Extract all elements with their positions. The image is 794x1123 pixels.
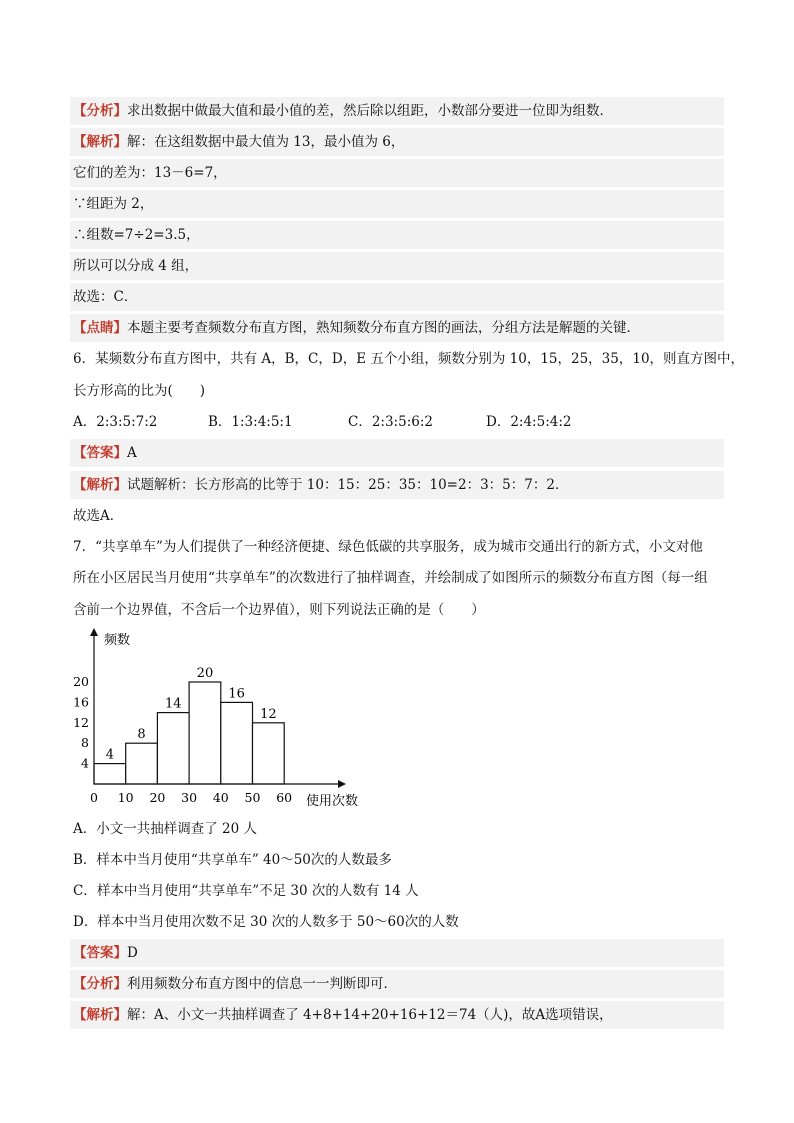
histogram-bar [157, 713, 189, 784]
analysis-tag: 【分析】 [73, 976, 127, 992]
solution-line: 所以可以分成 4 组， [70, 252, 724, 280]
solution-tag: 【解析】 [73, 477, 127, 493]
y-tick-label: 4 [81, 755, 89, 771]
analysis-tag: 【分析】 [73, 103, 127, 119]
x-tick-label: 0 [90, 790, 98, 805]
solution-line: 故选：C． [70, 283, 724, 311]
solution-row [70, 128, 724, 156]
option-d: D．2:4:5:4:2 [486, 414, 572, 430]
option-c: C．样本中当月使用“共享单车”不足 30 次的人数有 14 人 [73, 883, 419, 899]
solution-line: 它们的差为：13－6=7， [70, 159, 724, 187]
x-tick-label: 30 [181, 790, 198, 805]
histogram-bar [253, 723, 285, 784]
y-tick-label: 20 [73, 674, 89, 689]
y-axis-label: 频数 [104, 633, 131, 648]
question-6-stem-cont: 长方形高的比为( ) [73, 383, 206, 399]
histogram-bar [189, 682, 221, 784]
option-a: A．小文一共抽样调查了 20 人 [73, 821, 258, 837]
x-tick-label: 50 [244, 790, 261, 805]
solution-line: ∵组距为 2， [70, 190, 724, 218]
y-tick-label: 12 [73, 714, 89, 730]
analysis-row [70, 97, 724, 125]
x-tick-label: 40 [212, 790, 229, 805]
answer-row [70, 439, 724, 467]
bar-value-label: 4 [105, 747, 114, 763]
bar-value-label: 14 [164, 696, 182, 712]
y-tick-label: 8 [81, 735, 89, 751]
histogram-bar [221, 702, 253, 784]
histogram-bar [126, 743, 158, 784]
bar-value-label: 16 [228, 686, 245, 702]
analysis-text: 利用频数分布直方图中的信息一一判断即可． [127, 976, 397, 992]
solution-tag: 【解析】 [73, 1007, 127, 1023]
comment-text: 本题主要考查频数分布直方图，熟知频数分布直方图的画法，分组方法是解题的关键． [127, 320, 640, 336]
bar-value-label: 12 [260, 706, 277, 722]
solution-text: 解：在这组数据中最大值为 13，最小值为 6， [127, 134, 405, 150]
solution-text: 解：A、小文一共抽样调查了 4+8+14+20+16+12＝74（人)，故A选项错误， [127, 1007, 613, 1023]
x-tick-label: 10 [117, 790, 134, 805]
solution-row [70, 471, 724, 499]
option-b: B．样本中当月使用“共享单车” 40～50次的人数最多 [73, 852, 392, 868]
solution-text: 试题解析：长方形高的比等于 10：15：25：35：10=2：3：5：7：2． [127, 477, 569, 493]
comment-row [70, 314, 724, 342]
option-d: D．样本中当月使用次数不足 30 次的人数多于 50～60次的人数 [73, 914, 459, 930]
question-7-stem-cont: 所在小区居民当月使用“共享单车”的次数进行了抽样调查，并绘制成了如图所示的频数分布直方图（每一组 [73, 570, 708, 586]
analysis-row [70, 970, 724, 998]
y-tick-label: 16 [73, 694, 89, 710]
bar-value-label: 8 [137, 727, 146, 743]
option-b: B．1:3:4:5:1 [208, 414, 293, 430]
frequency-histogram [70, 628, 370, 813]
comment-tag: 【点睛】 [73, 320, 127, 336]
solution-row [70, 1001, 724, 1029]
answer-tag: 【答案】 [73, 945, 127, 961]
solution-line: ∴组数=7÷2=3.5， [70, 221, 724, 249]
conclusion-line: 故选A． [73, 508, 124, 524]
option-c: C．2:3:5:6:2 [348, 414, 433, 430]
bar-value-label: 20 [196, 666, 214, 681]
question-7-stem: 7．“共享单车”为人们提供了一种经济便捷、绿色低碳的共享服务，成为城市交通出行的新方式，小文对他 [73, 539, 703, 555]
question-7-stem-cont: 含前一个边界值，不含后一个边界值），则下列说法正确的是（ ） [73, 602, 485, 618]
x-axis-label: 使用次数 [306, 794, 359, 809]
solution-tag: 【解析】 [73, 134, 127, 150]
x-tick-label: 20 [149, 790, 166, 805]
x-tick-label: 60 [276, 790, 293, 805]
answer-value: D [127, 945, 138, 961]
y-axis-arrow [90, 628, 98, 636]
answer-row [70, 939, 724, 967]
analysis-text: 求出数据中做最大值和最小值的差，然后除以组距，小数部分要进一位即为组数． [127, 103, 613, 119]
question-6-stem: 6．某频数分布直方图中，共有 A，B，C，D，E 五个小组，频数分别为 10，15，25，35，10，则直方图中， [73, 351, 745, 367]
histogram-bar [94, 764, 126, 784]
answer-tag: 【答案】 [73, 445, 127, 461]
option-a: A．2:3:5:7:2 [73, 414, 158, 430]
x-axis-arrow [338, 780, 346, 788]
answer-value: A [127, 445, 137, 461]
